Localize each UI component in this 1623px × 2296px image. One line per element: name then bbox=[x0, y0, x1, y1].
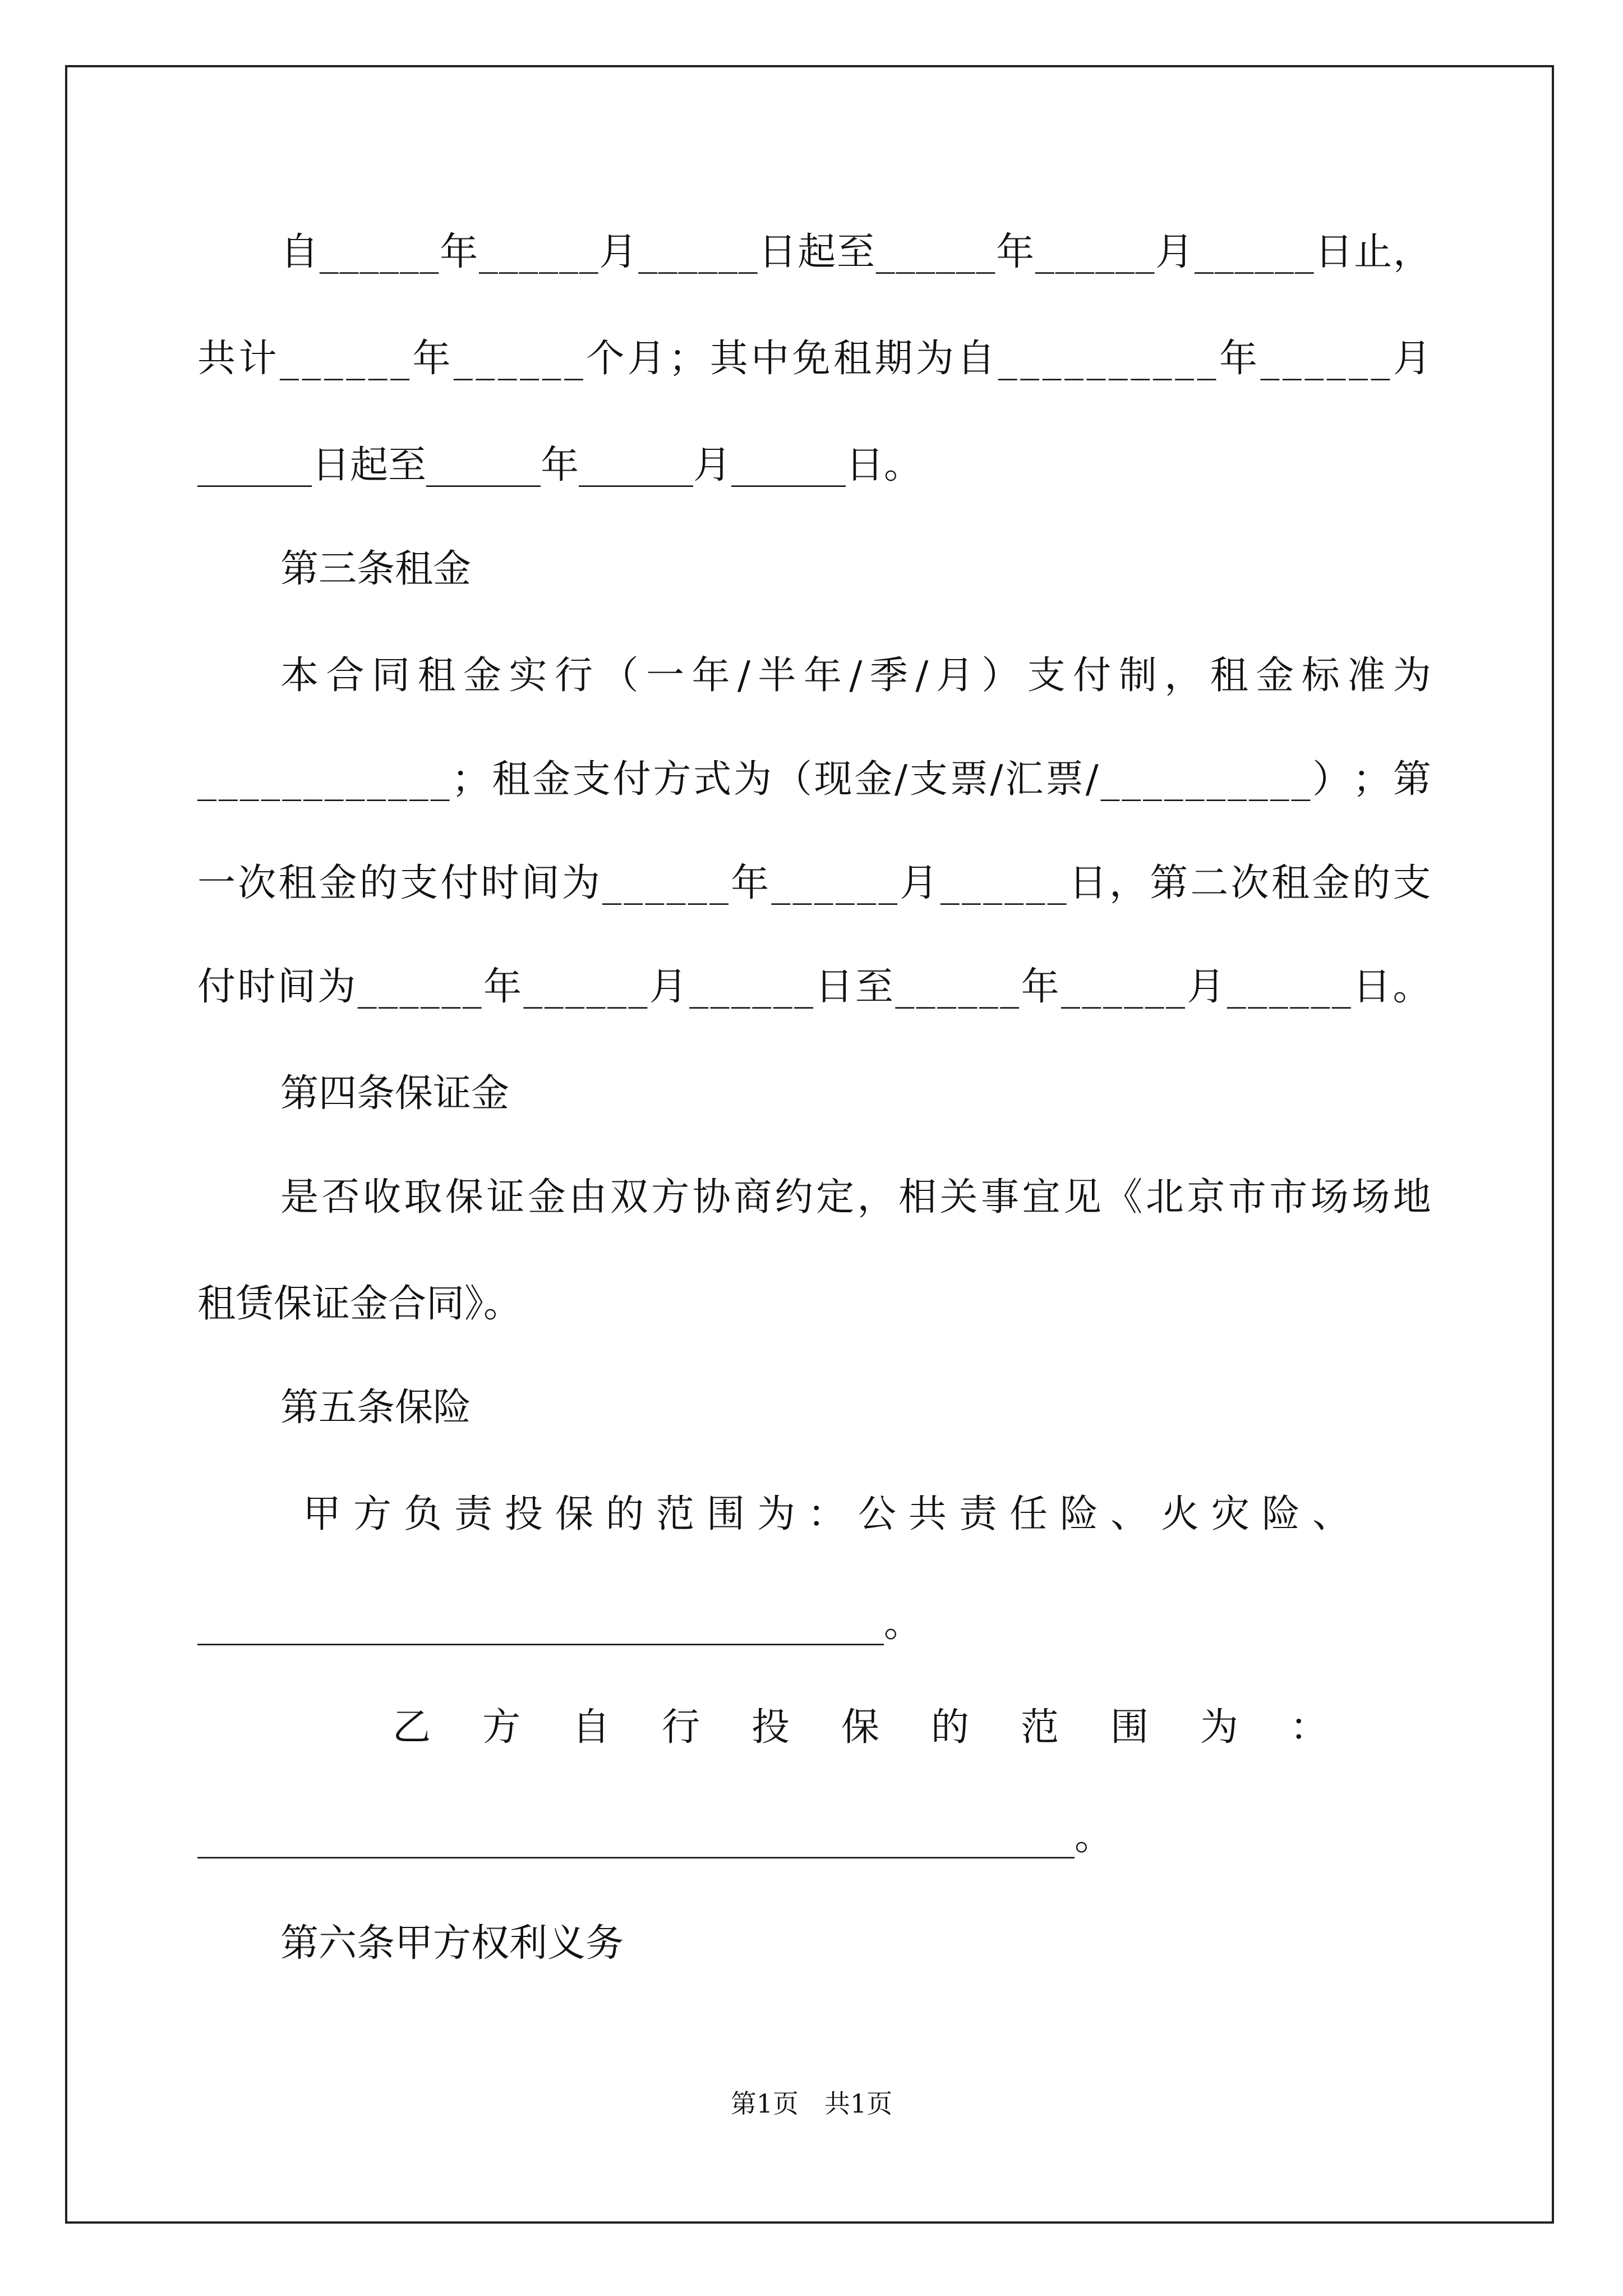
text-line: ____________________________________。 bbox=[197, 1602, 923, 1646]
text-line: 付 时 间 为 _ _ _ _ _ _ 年 _ _ _ _ _ _ 月 _ _ _ _ _ _ 日 至 _ _ _ _ _ _ 年 _ _ _ _ _ _ 月 _ _ _ _ _ _ 日 。 bbox=[197, 965, 1431, 1009]
text-line: 是 否 收 取 保 证 金 由 双 方 协 商 约 定 ， 相 关 事 宜 见 《 北 京 市 市 场 场 地 bbox=[280, 1175, 1431, 1220]
text-line: ______日起至______年______月______日。 bbox=[197, 443, 923, 487]
text-line: 自 _ _ _ _ _ _ 年 _ _ _ _ _ _ 月 _ _ _ _ _ _ 日 起 至 _ _ _ _ _ _ 年 _ _ _ _ _ _ 月 _ _ _ _ _ _ 日 止 ， bbox=[280, 230, 1431, 274]
section-heading: 第四条保证金 bbox=[280, 1071, 510, 1116]
section-heading: 第三条租金 bbox=[280, 547, 472, 591]
text-line: _ _ _ _ _ _ _ _ _ _ _ _ ； 租 金 支 付 方 式 为 （ 现 金 / 支 票 / 汇 票 / _ _ _ _ _ _ _ _ _ _ ） ； 第 bbox=[197, 757, 1431, 802]
text-line: ______________________________________________。 bbox=[197, 1815, 1113, 1859]
text-line: 甲方负责投保的范围为：公共责任险、火灾险、 bbox=[303, 1492, 1363, 1536]
text-line: 本 合 同 租 金 实 行 （ 一 年 / 半 年 / 季 / 月 ） 支 付 制 ， 租 金 标 准 为 bbox=[280, 654, 1431, 698]
text-line: 一 次 租 金 的 支 付 时 间 为 _ _ _ _ _ _ 年 _ _ _ _ _ _ 月 _ _ _ _ _ _ 日 ， 第 二 次 租 金 的 支 bbox=[197, 861, 1431, 905]
page-footer: 第1页 共1页 bbox=[730, 2088, 893, 2119]
section-heading: 第五条保险 bbox=[280, 1386, 472, 1430]
text-line: 乙方自行投保的范围为： bbox=[393, 1705, 1380, 1750]
text-line: 租赁保证金合同》。 bbox=[197, 1282, 522, 1326]
text-line: 共 计 _ _ _ _ _ _ 年 _ _ _ _ _ _ 个 月 ； 其 中 免 租 期 为 自 _ _ _ _ _ _ _ _ _ _ 年 _ _ _ _ _ _ 月 bbox=[197, 337, 1431, 381]
section-heading: 第六条甲方权利义务 bbox=[280, 1921, 624, 1966]
